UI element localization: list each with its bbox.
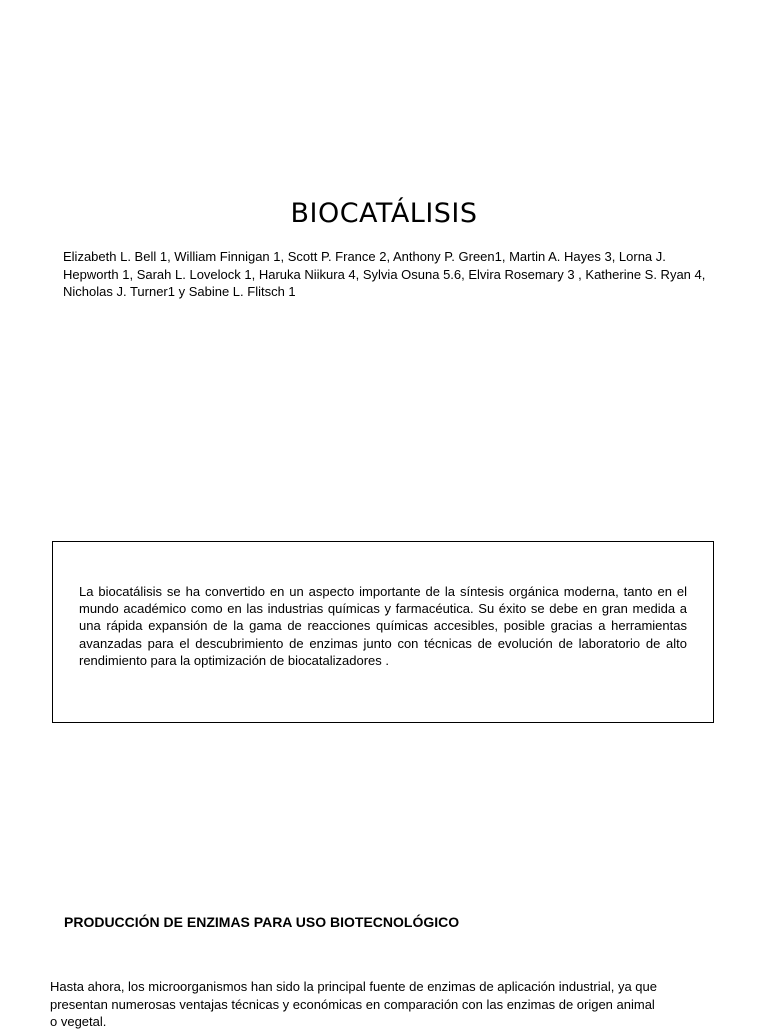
section-heading: PRODUCCIÓN DE ENZIMAS PARA USO BIOTECNOLÓGICO — [64, 914, 460, 930]
body-paragraph: Hasta ahora, los microorganismos han sido la principal fuente de enzimas de aplicación industrial, ya que presentan numerosas ventajas técnicas y económicas en comparación con las enzimas de origen animal o vegetal. — [50, 979, 658, 1029]
abstract-box — [52, 541, 714, 723]
author-list: Elizabeth L. Bell 1, William Finnigan 1, Scott P. France 2, Anthony P. Green1, Martin A. Hayes 3, Lorna J. Hepworth 1, Sarah L. Lovelock 1, Haruka Niikura 4, Sylvia Osuna 5.6, Elvira Rosemary 3 , Katherine S. Ryan 4, Nicholas J. Turner1 y Sabine L. Flitsch 1 — [63, 249, 706, 299]
document-title: BIOCATÁLISIS — [290, 198, 478, 229]
abstract-text: La biocatálisis se ha convertido en un aspecto importante de la síntesis orgánica moderna, tanto en el mundo académico como en las industrias químicas y farmacéutica. Su éxito se debe en gran medida a una rápida expansión de la gama de reacciones químicas accesibles, posible gracias a herramientas avanzadas para el descubrimiento de enzimas junto con técnicas de evolución de laboratorio de alto rendimiento para la optimización de biocatalizadores . — [79, 584, 687, 668]
